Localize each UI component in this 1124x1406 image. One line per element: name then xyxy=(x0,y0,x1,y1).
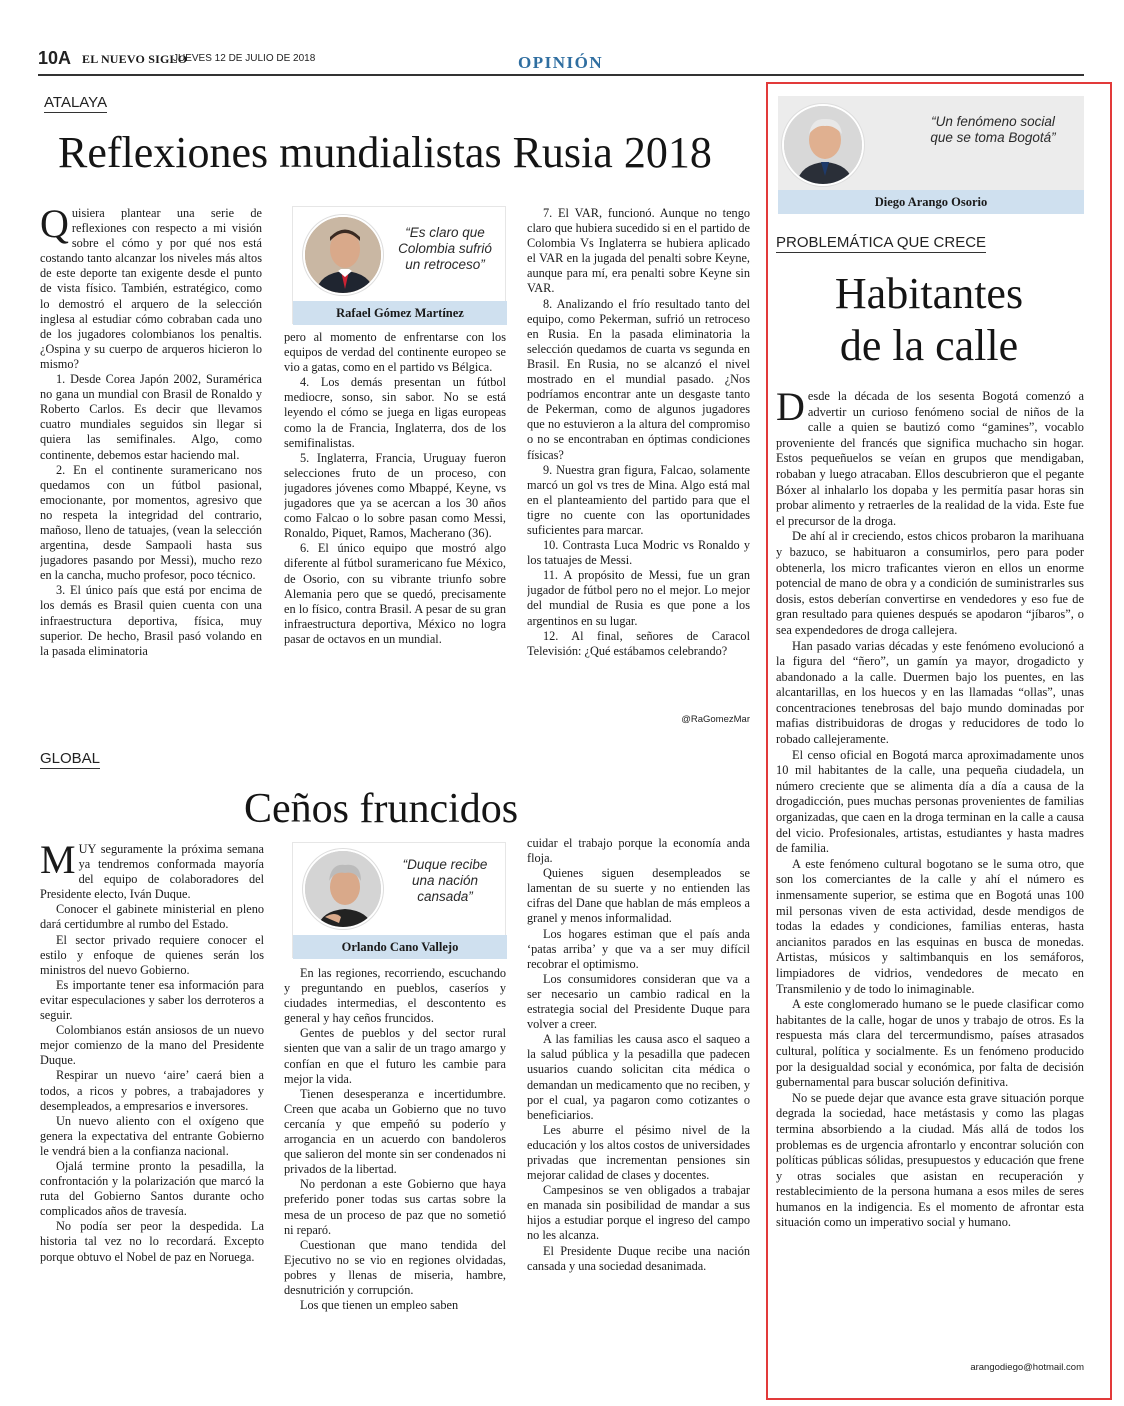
global-col1-p2: El sector privado requiere conocer el estilo y enfoque de quienes serán los ministros del nuevo Gobierno. xyxy=(40,932,264,977)
global-col1-p7: Ojalá termine pronto la pesadilla, la confrontación y la polarización que marcó la ruta del Gobierno Santos durante ocho complicados años de travesía. xyxy=(40,1158,264,1219)
avatar-rafael xyxy=(303,215,383,295)
global-title: Ceños fruncidos xyxy=(244,786,519,832)
issue-date: JUEVES 12 DE JULIO DE 2018 xyxy=(173,53,316,64)
atalaya-col3-p2: 9. Nuestra gran figura, Falcao, solamente marcó un gol vs tres de Mina. Algo está mal en el planteamiento del partido para que el tigre no cuente con las oportunidades suficientes para marcar. xyxy=(527,462,750,537)
atalaya-kicker: ATALAYA xyxy=(44,94,108,111)
global-col3-p5: Les aburre el pésimo nivel de la educación y los altos costos de universidades privadas que incrementan pensiones sin mejorar calidad de clases y docentes. xyxy=(527,1122,750,1183)
global-col3-p0: cuidar el trabajo porque la economía anda floja. xyxy=(527,836,750,866)
problematica-title-1: Habitantes xyxy=(834,269,1024,318)
atalaya-col1-p2: 2. En el continente suramericano nos quedamos con un fútbol pasional, emocionante, por momentos, agresivo que no respeta la integridad del contrario, mañoso, lleno de tatuajes, (vean la selección argentina, desde Sampaoli hasta sus jugadores pasando por Messi), mucho rezo en la cancha, mucho profesor, poco técnico. xyxy=(40,462,262,583)
atalaya-col2-p3: 6. El único equipo que mostró algo diferente al fútbol suramericano fue México, de Osorio, con su vibrante triunfo sobre Alemania pero que se quedó, precisamente en lo físico, contra Brasil. A pesar de su gran infraestructura deportiva, México no logra pasar de octavos en un mundial. xyxy=(284,541,506,646)
problematica-p3: El censo oficial en Bogotá marca aproximadamente unos 10 mil habitantes de la calle, una pequeña ciudadela, un número creciente que se alimenta día a día a causa de la drogadicción, pues muchas personas provenientes de familias organizadas, que caen en la droga terminan en la calle a causa del vicio. Profesionales, artistas, estudiantes y hasta madres de familia. xyxy=(776,747,1084,856)
global-col1-p8: No podía ser peor la despedida. La historia tal vez no lo recordará. Excepto porque obtuvo el Nobel de paz en Noruega. xyxy=(40,1219,264,1264)
orlando-quote: “Duque recibe una nación cansada” xyxy=(402,857,488,904)
global-col2-p1: Gentes de pueblos y del sector rural sienten que van a salir de un trago amargo y confían en que el futuro les cambie para mejor la vida. xyxy=(284,1026,506,1086)
orlando-author: Orlando Cano Vallejo xyxy=(293,935,507,959)
global-col1-p0: MUY seguramente la próxima semana ya tendremos conformada mayoría del equipo de colaboradores del Presidente electo, Iván Duque. xyxy=(40,842,264,902)
atalaya-col2-p0: pero al momento de enfrentarse con los equipos de verdad del continente europeo se vio a gatas, como en el partido vs Bélgica. xyxy=(284,330,506,375)
global-col2-p5: Los que tienen un empleo saben xyxy=(300,1298,459,1313)
global-col3-p3: Los consumidores consideran que va a ser necesario un cambio radical en la estrategia social del Presidente Duque para volver a creer. xyxy=(527,971,750,1032)
global-col3-p6: Campesinos se ven obligados a trabajar en manada sin posibilidad de mandar a sus hijos a estudiar porque el ingreso del campo no les alcanza. xyxy=(527,1183,750,1243)
atalaya-col1-p1: 1. Desde Corea Japón 2002, Suramérica no gana un mundial con Brasil de Ronaldo y Roberto Carlos. Es decir que llevamos cuatro mundiales seguidos sin llegar si quiera las semifinales. Algo, como continente, debemos estar haciendo mal. xyxy=(40,372,262,462)
problematica-p6: No se puede dejar que avance esta grave situación porque degrada la sociedad, hace metástasis y como las plagas termina absorbiendo a la ciudad. Más allá de todos los problemas es de urgencia afrontarlo y encontrar solución con políticas públicas sólidas, presupuestos y educación que frene y otras sociales que asistan en recuperación y restablecimiento de la persona humana a esos miles de seres humanos en la indigencia. Es el momento de afrontar esta situación como un imperativo social y humano. xyxy=(776,1090,1084,1230)
problematica-email: arangodiego@hotmail.com xyxy=(970,1362,1084,1373)
columnist-box-rafael xyxy=(292,206,506,324)
problematica-p5: A este conglomerado humano se le puede clasificar como habitantes de la calle, hogar de unos y trabajo de otros. Es la respuesta más clara del tercermundismo, países atrasados cultural, política y socialmente. Es un fenómeno producido por la desigualdad social y económica, por falta de decisión gubernamental para buscar solución definitiva. xyxy=(776,997,1084,1090)
drop-cap: Q xyxy=(40,206,69,246)
atalaya-col1-p0: Quisiera plantear una serie de reflexiones con respecto a mi visión sobre el cómo y por qué nos está costando tanto alcanzar los niveles más altos de este deporte tan exigente desde el punto de vista físico. También, estratégico, como lo demostró el arquero de la selección inglesa al estudiar cómo cobraban cada uno de los jugadores colombianos los penaltis. ¿Ospina y su cuerpo de arqueros hicieron lo mismo? xyxy=(40,206,262,371)
global-col3-p2: Los hogares estiman que el país anda ‘patas arriba’ y que va a ser muy difícil recobrar el optimismo. xyxy=(527,926,750,971)
atalaya-twitter: @RaGomezMar xyxy=(681,714,750,725)
global-col3-p1: Quienes siguen desempleados se lamentan de su suerte y no entienden las cifras del Dane que hablan de más empleos a granel y menos informalidad. xyxy=(527,866,750,926)
atalaya-col3-p5: 12. Al final, señores de Caracol Televisión: ¿Qué estábamos celebrando? xyxy=(527,628,750,658)
portrait-icon xyxy=(305,217,383,295)
global-col-2 xyxy=(284,966,506,1354)
portrait-icon xyxy=(305,851,383,929)
problematica-p4: A este fenómeno cultural bogotano se le suma otro, que son los comerciantes de la calle y ahí el número es inmensamente superior, se estima que en Bogotá unas 100 mil personas viven de esta actividad, desde mendigos de todas la edades y condiciones, familias enteras, hasta ancianitos parados en las esquinas en busca de monedas. Artistas, músicos y saltimbanquis en los semáforos, limpiadores de vidrios, vendedores de mecato en Transmilenio y de todo lo inimaginable. xyxy=(776,856,1084,996)
atalaya-col2-p1: 4. Los demás presentan un fútbol mediocre, sonso, sin sabor. No se está leyendo el cómo se juega en ligas europeas como la de Francia, Inglaterra, dos de los semifinalistas. xyxy=(284,375,506,450)
problematica-p1: De ahí al ir creciendo, estos chicos probaron la marihuana y bazuco, se habituaron a consumirlos, pero para poder obtenerla, los micro traficantes vieron en ellos un enorme potencial de mano de obra y a condición de suministrarles sus dosis, estos deberían convertirse en vendedores y eso fue de gran resultado para quienes después se apodaron “jíbaros”, o sea expendedores de droga callejera. xyxy=(776,529,1084,637)
avatar-orlando xyxy=(303,849,383,929)
page-number: 10A xyxy=(38,48,72,68)
atalaya-title: Reflexiones mundialistas Rusia 2018 xyxy=(58,128,712,177)
header-rule xyxy=(38,74,1084,76)
diego-quote: “Un fenómeno social que se toma Bogotá” xyxy=(930,114,1056,145)
atalaya-col1-p3: 3. El único país que está por encima de los demás es Brasil quien cuenta con una infraestructura deportiva, física, muy superior. De hecho, Brasil pasó volando en la pasada eliminatoria xyxy=(40,583,262,658)
atalaya-col-2 xyxy=(284,330,506,726)
global-kicker: GLOBAL xyxy=(40,750,101,767)
diego-author: Diego Arango Osorio xyxy=(778,190,1084,214)
atalaya-col3-p3: 10. Contrasta Luca Modric vs Ronaldo y los tatuajes de Messi. xyxy=(527,538,750,568)
rafael-author: Rafael Gómez Martínez xyxy=(293,301,507,325)
global-col1-p3: Es importante tener esa información para evitar especulaciones y saber los derroteros a seguir. xyxy=(40,977,264,1023)
highlight-frame xyxy=(766,82,1112,1400)
section-title: OPINIÓN xyxy=(518,53,604,72)
atalaya-col3-p4: 11. A propósito de Messi, fue un gran jugador de fútbol pero no el mejor. Lo mejor del mundial de Rusia es que pone a los argentinos en su lugar. xyxy=(527,568,750,628)
rafael-quote: “Es claro que Colombia sufrió un retroceso” xyxy=(398,225,492,272)
atalaya-col-3 xyxy=(527,206,750,708)
global-col1-p4: Colombianos están ansiosos de un nuevo mejor comienzo de la mano del Presidente Duque. xyxy=(40,1023,264,1068)
global-col-3 xyxy=(527,836,750,1334)
problematica-p0: Desde la década de los sesenta Bogotá comenzó a advertir un curioso fenómeno social de niños de la calle a quien se bautizó como “gamines”, vocablo proveniente del francés que significa muchacho sin hogar. Estos pequeñuelos se veían en grupos que mendigaban, robaban y luego atracaban. Ellos descubrieron que el pegante Bóxer al inhalarlo los dopaba y les permitía pasar horas sin probar alimento y retraerles de la realidad de la vida. Este fue el precursor de la droga. xyxy=(776,389,1084,528)
problematica-p2: Han pasado varias décadas y este fenómeno evolucionó a la figura del “ñero”, un gamín ya mayor, drogadicto y abandonado a la calle. Duermen bajo los puentes, en las alcantarillas, en los huecos y en las llamadas “ollas”, unas concentraciones tenebrosas del bajo mundo dominadas por mafias distribuidoras de drogas y reducidores de todo lo robado callejeramente. xyxy=(776,638,1084,747)
global-col2-p3: No perdonan a este Gobierno que haya preferido poner todas sus cartas sobre la mesa de un proceso de paz que no sometió ni reparó. xyxy=(284,1177,506,1237)
problematica-kicker: PROBLEMÁTICA QUE CRECE xyxy=(776,234,987,251)
atalaya-col-1 xyxy=(40,206,262,726)
newspaper-name: EL NUEVO SIGLO xyxy=(82,52,188,66)
atalaya-col2-p2: 5. Inglaterra, Francia, Uruguay fueron selecciones fruto de un proceso, con jugadores jóvenes como Mbappé, Keyne, vs jugadores que ya se acercan a los 30 años como Falcao o lo sobre pasan como Messi, Ronaldo, Piquet, Ramos, Macherano (36). xyxy=(284,450,506,541)
problematica-title-2: de la calle xyxy=(839,321,1019,370)
global-col-1 xyxy=(40,842,264,1354)
global-col2-p4: Cuestionan que mano tendida del Ejecutivo no se vio en regiones olvidadas, pobres y llenas de miseria, hambre, desnutrición y corrupción. xyxy=(284,1237,506,1297)
global-col1-p1: Conocer el gabinete ministerial en pleno dará certidumbre al rumbo del Estado. xyxy=(40,902,264,932)
global-col3-p7: El Presidente Duque recibe una nación cansada y una sociedad desanimada. xyxy=(527,1243,750,1273)
drop-cap: M xyxy=(40,842,76,882)
global-col1-p5: Respirar un nuevo ‘aire’ caerá bien a todos, a ricos y pobres, a trabajadores y desempleados, a empresarios e inversores. xyxy=(40,1068,264,1113)
global-col2-p2: Tienen desesperanza e incertidumbre. Creen que acaba un Gobierno que no tuvo cercanía y que empeñó su poderío y arrogancia en un acuerdo con bandoleros que salieron del monte sin ser condenados ni privados de la libertad. xyxy=(284,1086,506,1177)
atalaya-col3-p1: 8. Analizando el frío resultado tanto del equipo, como Pekerman, sufrió un retroceso en Rusia. En la pasada eliminatoria la selección quedamos de cuarta vs segunda en Brasil. En Rusia, no se alcanzó el nivel mostrado en el mundial pasado. ¿Nos podríamos encontrar ante un desgaste tanto de Pekerman, como de algunos jugadores que no estuvieron a la altura del compromiso o no se encontraban en óptimas condiciones físicas? xyxy=(527,296,750,462)
global-col1-p6: Un nuevo aliento con el oxígeno que genera la expectativa del entrante Gobierno le vendrá bien a la confianza nacional. xyxy=(40,1113,264,1158)
global-col3-p4: A las familias les causa asco el saqueo a la salud pública y la pesadilla que padecen usuarios cuando solicitan cita médica o demandan un medicamento que no reciben, y por el cual, ya pagaron como cotizantes o beneficiarios. xyxy=(527,1032,750,1122)
global-col2-p0: En las regiones, recorriendo, escuchando y preguntando en pueblos, caseríos y ciudades intermedias, el descontento es general y hay ceños fruncidos. xyxy=(284,966,506,1026)
columnist-box-orlando xyxy=(292,842,506,958)
drop-cap: D xyxy=(776,389,805,429)
atalaya-col3-p0: 7. El VAR, funcionó. Aunque no tengo claro que hubiera sucedido si en el partido de Colombia Vs Inglaterra se hubiera aplicado el VAR en la jugada del penalti sobre Keyne, aunque para mí, era penalti sobre Keyne sin VAR. xyxy=(527,206,750,296)
